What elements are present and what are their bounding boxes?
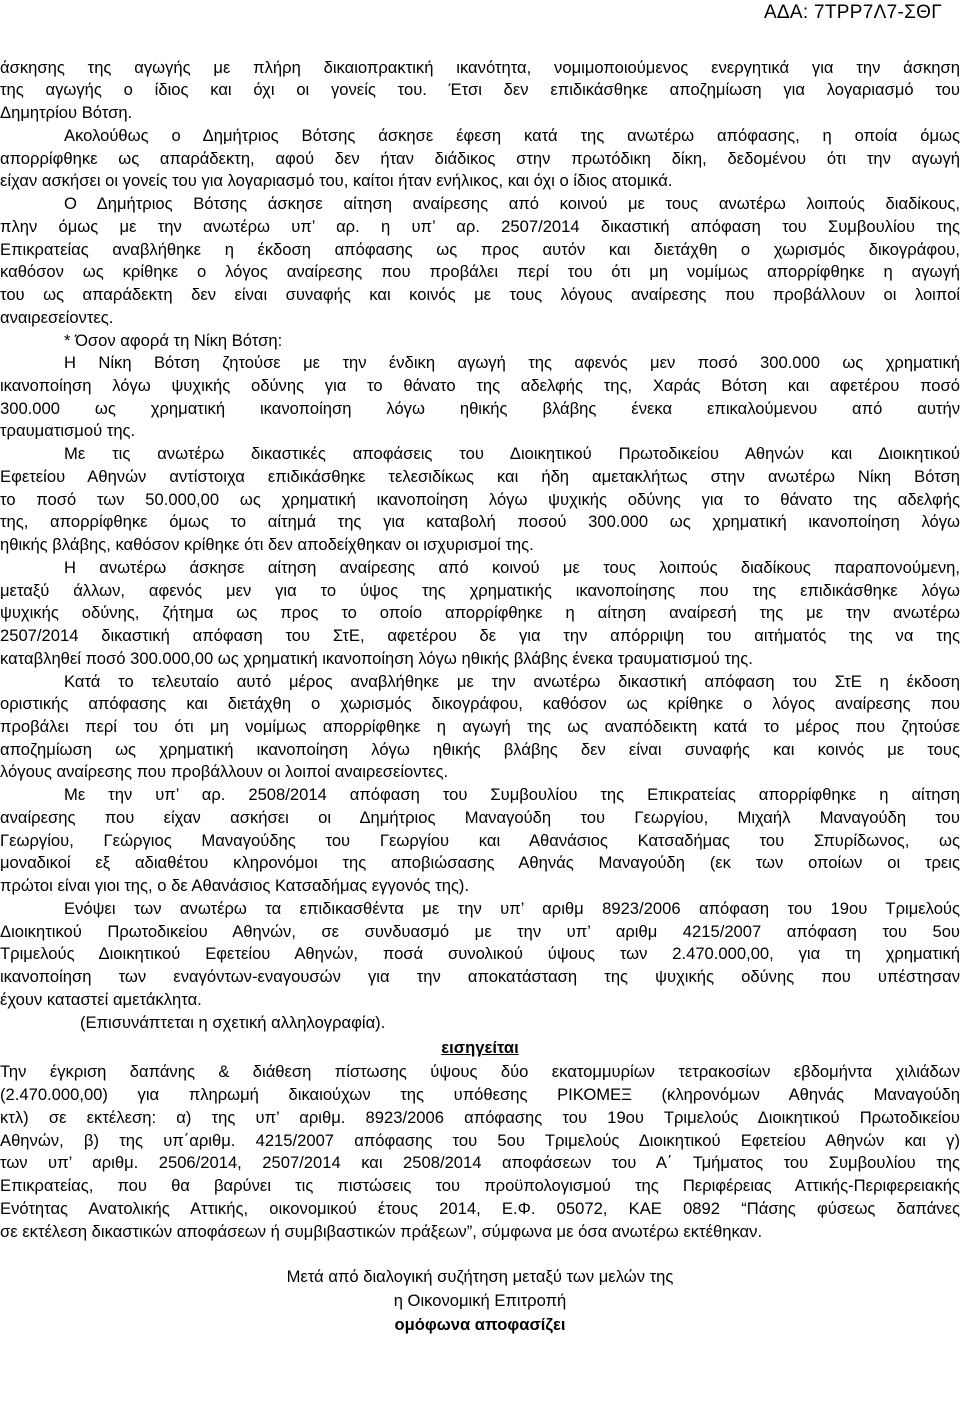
text-line: πρώτοι είναι γιοι της, ο δε Αθανάσιος Κατσαδήμας εγγονός της). [0, 876, 470, 895]
text-line: είχαν ασκήσει οι γονείς του για λογαριασμό του, καίτοι ήταν ενήλικος, και όχι ο ίδιος ατομικά. [0, 171, 673, 190]
text-line: της αγωγής ο ίδιος και όχι οι γονείς του. Έτσι δεν επιδικάσθηκε αποζημίωση για λογαριασμό του [0, 80, 960, 99]
text-line: Εφετείου Αθηνών αντίστοιχα επιδικάσθηκε τελεσιδίκως και ήδη αμετακλήτως στην ανωτέρω Νίκη Βότση [0, 467, 960, 486]
text-line: ηθικής βλάβης, καθόσον κρίθηκε ότι δεν αποδείχθηκαν οι ισχυρισμοί της. [0, 535, 534, 554]
text-line: των υπ’ αριθμ. 2506/2014, 2507/2014 και 2508/2014 αποφάσεων του Α΄ Τμήματος του Συμβουλίου της [0, 1153, 960, 1172]
text-line: αναίρεσης που είχαν ασκήσει οι Δημήτριος Μαναγούδη του Γεωργίου, Μιχαήλ Μαναγούδη του [0, 808, 960, 827]
text-line: * Όσον αφορά τη Νίκη Βότση: [64, 331, 283, 350]
text-line: αναιρεσείοντες. [0, 308, 114, 327]
text-line: Επικρατείας αναβλήθηκε η έκδοση απόφασης ως προς αυτόν και διετάχθη ο χωρισμός δικογράφου, [0, 240, 960, 259]
text-line: (Επισυνάπτεται η σχετική αλληλογραφία). [80, 1013, 386, 1032]
text-line: Ενότητας Ανατολικής Αττικής, οικονομικού έτους 2014, Ε.Φ. 05072, ΚΑΕ 0892 “Πάσης φύσεως δαπάνες [0, 1199, 960, 1218]
text-line: Επικρατείας, που θα βαρύνει τις πιστώσεις του προϋπολογισμού της Περιφέρειας Αττικής-Περιφερειακής [0, 1176, 960, 1195]
text-line: προβάλει περί του ότι μη νομίμως απορρίφθηκε η αγωγή της ως αναπόδεικτη κατά το μέρος που ζητούσε [0, 717, 960, 736]
text-line: 300.000 ως χρηματική ικανοποίηση λόγω ηθικής βλάβης ένεκα επικαλούμενου από αυτήν [0, 399, 960, 418]
text-line: Με τις ανωτέρω δικαστικές αποφάσεις του Διοικητικού Πρωτοδικείου Αθηνών και Διοικητικού [64, 444, 960, 463]
text-line: καταβληθεί ποσό 300.000,00 ως χρηματική ικανοποίηση λόγω ηθικής βλάβης ένεκα τραυματισμού της. [0, 649, 753, 668]
text-line: καθόσον ως κρίθηκε ο λόγος αναίρεσης που προβάλει περί του ότι μη νομίμως απορρίφθηκε η αγωγή [0, 262, 960, 281]
text-line: ικανοποίηση λόγω ψυχικής οδύνης για το θάνατο της αδελφής της, Χαράς Βότση και αφετέρου ποσό [0, 376, 960, 395]
text-line: Κατά το τελευταίο αυτό μέρος αναβλήθηκε με την ανωτέρω δικαστική απόφαση του ΣτΕ η έκδοση [64, 672, 960, 691]
text-line: απορρίφθηκε ως απαράδεκτη, αφού δεν ήταν διάδικος στην πρωτόδικη δίκη, δεδομένου ότι την αγωγή [0, 149, 960, 168]
decision-line: ομόφωνα αποφασίζει [394, 1315, 566, 1334]
text-line: σε εκτέλεση δικαστικών αποφάσεων ή συμβιβαστικών πράξεων”, σύμφωνα με όσα ανωτέρω εκτέθηκαν. [0, 1222, 763, 1241]
text-line: (2.470.000,00) για πληρωμή δικαιούχων της υπόθεσης ΡΙΚΟΜΕΞ (κληρονόμων Αθηνάς Μαναγούδη [0, 1085, 960, 1104]
text-line: Ο Δημήτριος Βότσης άσκησε αίτηση αναίρεσης από κοινού με τους ανωτέρω λοιπούς διαδίκους, [64, 194, 960, 213]
text-line: ικανοποίηση των εναγόντων-εναγουσών για την αποκατάσταση της ψυχικής οδύνης που υπέστησαν [0, 967, 960, 986]
text-line: Διοικητικού Πρωτοδικείου Αθηνών, σε συνδυασμό με την υπ’ αριθμ 4215/2007 απόφαση του 5ου [0, 922, 960, 941]
text-line: Ενόψει των ανωτέρω τα επιδικασθέντα με την υπ’ αριθμ 8923/2006 απόφαση του 19ου Τριμελούς [64, 899, 960, 918]
text-line: έχουν καταστεί αμετάκλητα. [0, 990, 202, 1009]
text-line: μοναδικοί εξ αδιαθέτου κληρονόμοι της αποβιώσασης Αθηνάς Μαναγούδη (εκ των οποίων οι τρεις [0, 853, 960, 872]
text-line: πλην όμως με την ανωτέρω υπ’ αρ. η υπ’ αρ. 2507/2014 δικαστική απόφαση του Συμβουλίου της [0, 217, 960, 236]
text-line: 2507/2014 δικαστική απόφαση του ΣτΕ, αφετέρου δε για την απόρριψη του αιτήματός της να της [0, 626, 960, 645]
text-line: λόγους αναίρεσης που προβάλλουν οι λοιποί αναιρεσείοντες. [0, 762, 449, 781]
text-line: τραυματισμού της. [0, 421, 136, 440]
text-line: Δημητρίου Βότση. [0, 103, 133, 122]
text-line: οριστικής απόφασης και διετάχθη ο χωρισμός δικογράφου, καθόσον ως κρίθηκε ο λόγος αναίρεσης που [0, 694, 960, 713]
text-line: ψυχικής οδύνης, ζήτημα ως προς το οποίο απορρίφθηκε η αίτηση αναίρεσή της με την ανωτέρω [0, 603, 960, 622]
text-line: κτλ) σε εκτέλεση: α) της υπ’ αριθμ. 8923/2006 απόφασης του 19ου Τριμελούς Διοικητικού Πρωτοδικείου [0, 1108, 960, 1127]
text-line: Με την υπ’ αρ. 2508/2014 απόφαση του Συμβουλίου της Επικρατείας απορρίφθηκε η αίτηση [64, 785, 960, 804]
text-line: της, απορρίφθηκε όμως το αίτημά της για καταβολή ποσού 300.000 ως χρηματική ικανοποίηση λόγω [0, 512, 960, 531]
text-line: μεταξύ άλλων, αφενός μεν για το ύψος της χρηματικής ικανοποίησης που της επιδικάσθηκε λόγω [0, 581, 960, 600]
closing-line: Μετά από διαλογική συζήτηση μεταξύ των μελών της [286, 1267, 674, 1286]
text-line: αποζημίωση ως χρηματική ικανοποίηση λόγω ηθικής βλάβης δεν είναι συναφής και κοινός με τους [0, 740, 960, 759]
section-heading: εισηγείται [441, 1038, 519, 1057]
text-line: Ακολούθως ο Δημήτριος Βότσης άσκησε έφεση κατά της ανωτέρω απόφασης, η οποία όμως [64, 126, 960, 145]
text-line: Την έγκριση δαπάνης & διάθεση πίστωσης ύψους δύο εκατομμυρίων τετρακοσίων εβδομήντα χιλιάδων [0, 1062, 960, 1081]
closing-line: η Οικονομική Επιτροπή [393, 1291, 567, 1310]
text-line: του ως απαράδεκτη δεν είναι συναφής και κοινός με τους λόγους αναίρεσης που προβάλλουν οι λοιποί [0, 285, 960, 304]
text-line: άσκησης της αγωγής με πλήρη δικαιοπρακτική ικανότητα, νομιμοποιούμενος ενεργητικά για την άσκηση [0, 58, 960, 77]
text-line: Τριμελούς Διοικητικού Εφετείου Αθηνών, ποσά συνολικού ύψους των 2.470.000,00, για τη χρηματική [0, 944, 960, 963]
text-line: Γεωργίου, Γεώργιος Μαναγούδης του Γεωργίου και Αθανάσιος Κατσαδήμας του Σπυρίδωνος, ως [0, 831, 960, 850]
ada-code: ΑΔΑ: 7ΤΡΡ7Λ7-ΣΘΓ [763, 2, 942, 23]
text-line: Η Νίκη Βότση ζητούσε με την ένδικη αγωγή της αφενός μεν ποσό 300.000 ως χρηματική [64, 353, 960, 372]
text-line: Η ανωτέρω άσκησε αίτηση αναίρεσης από κοινού με τους λοιπούς διαδίκους παραπονούμενη, [64, 558, 960, 577]
text-line: το ποσό των 50.000,00 ως χρηματική ικανοποίηση λόγω ψυχικής οδύνης για το θάνατο της αδελφής [0, 490, 960, 509]
text-line: Αθηνών, β) της υπ΄αριθμ. 4215/2007 απόφασης του 5ου Τριμελούς Διοικητικού Εφετείου Αθηνών και γ) [0, 1131, 960, 1150]
